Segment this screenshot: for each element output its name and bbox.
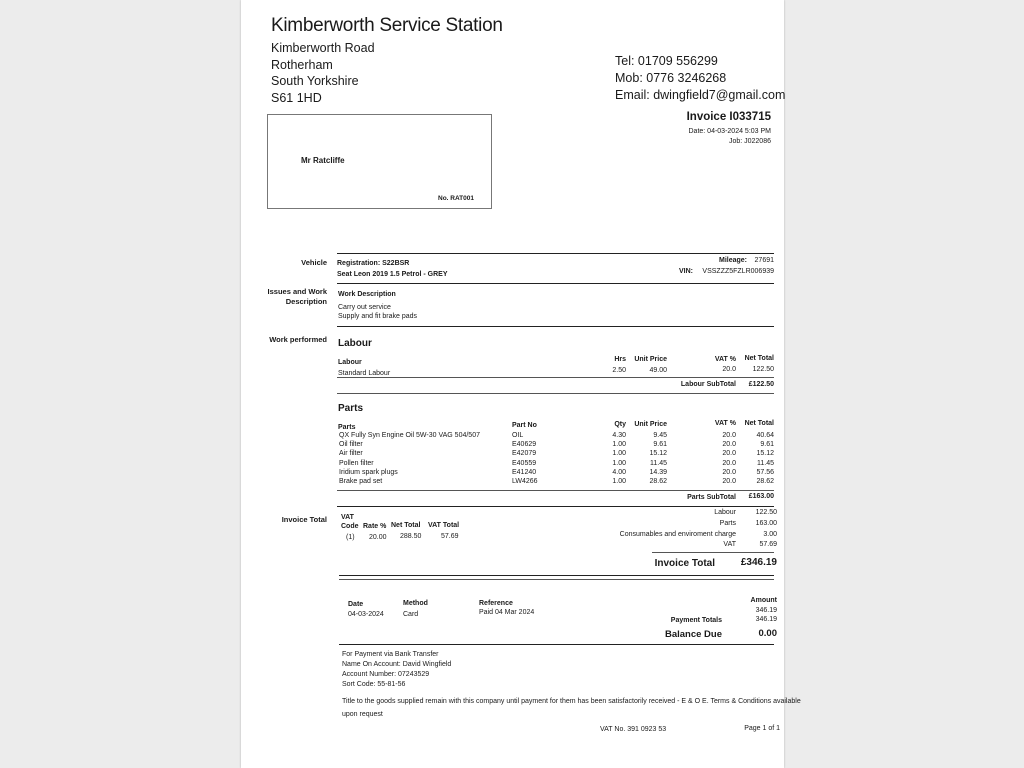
tel: Tel: 01709 556299 <box>615 54 718 68</box>
payment-totals-label: Payment Totals <box>670 617 722 624</box>
labour-row-net: 122.50 <box>752 366 774 373</box>
parts-header-unit: Unit Price <box>634 421 667 428</box>
labour-header-vat: VAT % <box>714 356 736 363</box>
labour-row-item: Standard Labour <box>338 370 391 377</box>
divider <box>337 490 774 491</box>
company-name: Kimberworth Service Station <box>271 15 503 36</box>
parts-cell-qty: 4.00 <box>612 468 626 476</box>
parts-cell-part_no: E42079 <box>512 450 537 458</box>
bank-line-2: Name On Account: David Wingfield <box>342 661 452 668</box>
divider <box>337 377 774 378</box>
totals-label: VAT <box>723 541 736 549</box>
parts-cell-vat: 20.0 <box>722 459 736 467</box>
parts-cell-net: 40.64 <box>756 432 774 439</box>
totals-value: 122.50 <box>755 509 777 516</box>
payment-header-amount: Amount <box>750 597 777 604</box>
vat-header-net: Net Total <box>391 522 421 529</box>
label-invoice-total: Invoice Total <box>281 515 327 524</box>
parts-header-item: Parts <box>338 424 356 431</box>
payment-header-date: Date <box>348 601 364 608</box>
customer-number: No. RAT001 <box>438 195 474 202</box>
bank-line-3: Account Number: 07243529 <box>342 671 430 678</box>
address-line-4: S61 1HD <box>271 91 322 105</box>
parts-cell-unit: 9.61 <box>653 441 667 449</box>
vat-header-vat: VAT Total <box>428 522 460 529</box>
parts-cell-qty: 1.00 <box>612 441 626 449</box>
divider <box>337 283 774 284</box>
label-work-performed: Work performed <box>269 335 327 344</box>
label-issues-1: Issues and Work <box>267 287 327 296</box>
parts-cell-vat: 20.0 <box>722 432 736 439</box>
address-line-3: South Yorkshire <box>271 74 359 88</box>
work-description-heading: Work Description <box>338 291 396 298</box>
parts-subtotal: £163.00 <box>748 493 774 500</box>
parts-cell-part_no: E40629 <box>512 441 537 449</box>
parts-cell-unit: 9.45 <box>653 432 667 439</box>
parts-cell-net: 28.62 <box>756 478 774 485</box>
customer-box <box>267 114 492 209</box>
labour-header-net: Net Total <box>744 355 774 362</box>
parts-cell-unit: 11.45 <box>650 459 667 467</box>
parts-cell-qty: 4.30 <box>612 432 626 439</box>
parts-header-qty: Qty <box>614 421 626 428</box>
invoice-total-label: Invoice Total <box>654 558 715 569</box>
payment-totals: 346.19 <box>755 616 777 623</box>
parts-cell-part_no: OIL <box>512 432 524 439</box>
divider <box>337 506 774 507</box>
divider <box>337 326 774 327</box>
totals-value: 3.00 <box>763 530 777 538</box>
totals-value: 57.69 <box>759 541 777 549</box>
parts-cell-net: 9.61 <box>760 441 774 449</box>
invoice-number: Invoice I033715 <box>686 111 771 123</box>
parts-cell-vat: 20.0 <box>722 441 736 449</box>
invoice-page <box>241 0 801 768</box>
vat-header-rate: Rate % <box>363 523 387 530</box>
parts-cell-net: 11.45 <box>757 459 774 467</box>
divider <box>337 253 774 254</box>
parts-cell-item: Iridium spark plugs <box>339 468 398 476</box>
vehicle-model: Seat Leon 2019 1.5 Petrol - GREY <box>337 271 448 278</box>
payment-row-method: Card <box>403 611 419 618</box>
parts-header-vat: VAT % <box>714 420 736 427</box>
parts-cell-part_no: E41240 <box>512 468 537 476</box>
bank-line-4: Sort Code: 55-81-56 <box>342 681 406 688</box>
parts-cell-qty: 1.00 <box>612 478 626 485</box>
customer-name: Mr Ratcliffe <box>301 156 345 165</box>
totals-label: Parts <box>719 519 736 527</box>
labour-row-unit: 49.00 <box>649 367 667 374</box>
parts-cell-item: Air filter <box>339 450 363 458</box>
labour-row-hrs: 2.50 <box>612 367 626 374</box>
balance-due-label: Balance Due <box>664 629 722 640</box>
divider <box>339 644 774 645</box>
parts-cell-unit: 14.39 <box>649 468 667 476</box>
parts-cell-unit: 28.62 <box>649 478 667 485</box>
parts-cell-item: Pollen filter <box>339 459 374 467</box>
vehicle-registration: Registration: S22BSR <box>337 260 410 267</box>
vat-number: VAT No. 391 0923 53 <box>600 726 667 733</box>
labour-header-hrs: Hrs <box>614 356 626 363</box>
vat-row-code: (1) <box>346 534 355 541</box>
parts-cell-unit: 15.12 <box>649 450 667 458</box>
address-line-1: Kimberworth Road <box>271 41 375 55</box>
totals-value: 163.00 <box>755 519 777 527</box>
totals-label: Labour <box>714 509 736 516</box>
vat-row-vat: 57.69 <box>441 533 459 540</box>
parts-cell-item: Oil filter <box>339 441 363 449</box>
parts-cell-part_no: LW4266 <box>512 478 538 485</box>
parts-cell-net: 57.56 <box>756 468 774 476</box>
divider <box>339 575 774 576</box>
parts-subtotal-label: Parts SubTotal <box>687 494 736 501</box>
parts-title: Parts <box>338 403 364 414</box>
label-issues-2: Description <box>285 297 327 306</box>
email: Email: dwingfield7@gmail.com <box>615 88 786 102</box>
divider <box>652 552 774 553</box>
terms-line-2: upon request <box>342 711 383 718</box>
totals-label: Consumables and enviroment charge <box>619 530 736 538</box>
payment-row-reference: Paid 04 Mar 2024 <box>479 609 535 616</box>
labour-subtotal-label: Labour SubTotal <box>680 381 736 388</box>
payment-header-reference: Reference <box>479 600 513 607</box>
parts-header-part-no: Part No <box>512 422 537 429</box>
parts-cell-part_no: E40559 <box>512 459 537 467</box>
page-number: Page 1 of 1 <box>744 725 780 732</box>
balance-due: 0.00 <box>758 628 777 639</box>
payment-header-method: Method <box>403 600 428 607</box>
mileage-label: Mileage: <box>719 257 748 264</box>
labour-title: Labour <box>338 338 372 349</box>
vat-row-rate: 20.00 <box>369 534 387 541</box>
parts-cell-net: 15.12 <box>756 450 774 458</box>
parts-header-net: Net Total <box>744 420 774 427</box>
parts-cell-vat: 20.0 <box>722 468 736 476</box>
address-line-2: Rotherham <box>271 58 333 72</box>
parts-cell-item: Brake pad set <box>339 478 383 485</box>
vin-value: VSSZZZ5FZLR006939 <box>702 268 774 275</box>
label-vehicle: Vehicle <box>301 258 327 267</box>
payment-row-amount: 346.19 <box>755 607 777 614</box>
vat-header-code: Code <box>341 523 359 530</box>
parts-cell-vat: 20.0 <box>722 478 736 485</box>
parts-cell-item: QX Fully Syn Engine Oil 5W-30 VAG 504/507 <box>339 432 480 439</box>
vat-row-net: 288.50 <box>400 533 422 540</box>
job-number: Job: J022086 <box>728 138 771 145</box>
mobile: Mob: 0776 3246268 <box>615 71 727 85</box>
parts-cell-qty: 1.00 <box>612 450 626 458</box>
parts-cell-vat: 20.0 <box>722 450 736 458</box>
divider <box>337 393 774 394</box>
vat-summary-title: VAT <box>341 514 354 521</box>
labour-subtotal: £122.50 <box>748 381 774 388</box>
bank-line-1: For Payment via Bank Transfer <box>342 651 439 658</box>
labour-row-vat: 20.0 <box>722 366 736 373</box>
labour-header-unit: Unit Price <box>634 356 667 363</box>
terms-line-1: Title to the goods supplied remain with this company until payment for them has been satisfactorily received - E & O E. Terms & Conditions available <box>342 698 801 705</box>
payment-row-date: 04-03-2024 <box>348 611 384 618</box>
vin-label: VIN: <box>679 268 693 275</box>
work-line-1: Carry out service <box>338 304 391 311</box>
work-line-2: Supply and fit brake pads <box>338 313 417 320</box>
divider <box>339 579 774 580</box>
parts-cell-qty: 1.00 <box>612 459 626 467</box>
mileage-value: 27691 <box>754 257 774 264</box>
invoice-total: £346.19 <box>740 557 777 568</box>
labour-header-item: Labour <box>338 359 362 366</box>
invoice-date: Date: 04-03-2024 5:03 PM <box>688 128 771 135</box>
